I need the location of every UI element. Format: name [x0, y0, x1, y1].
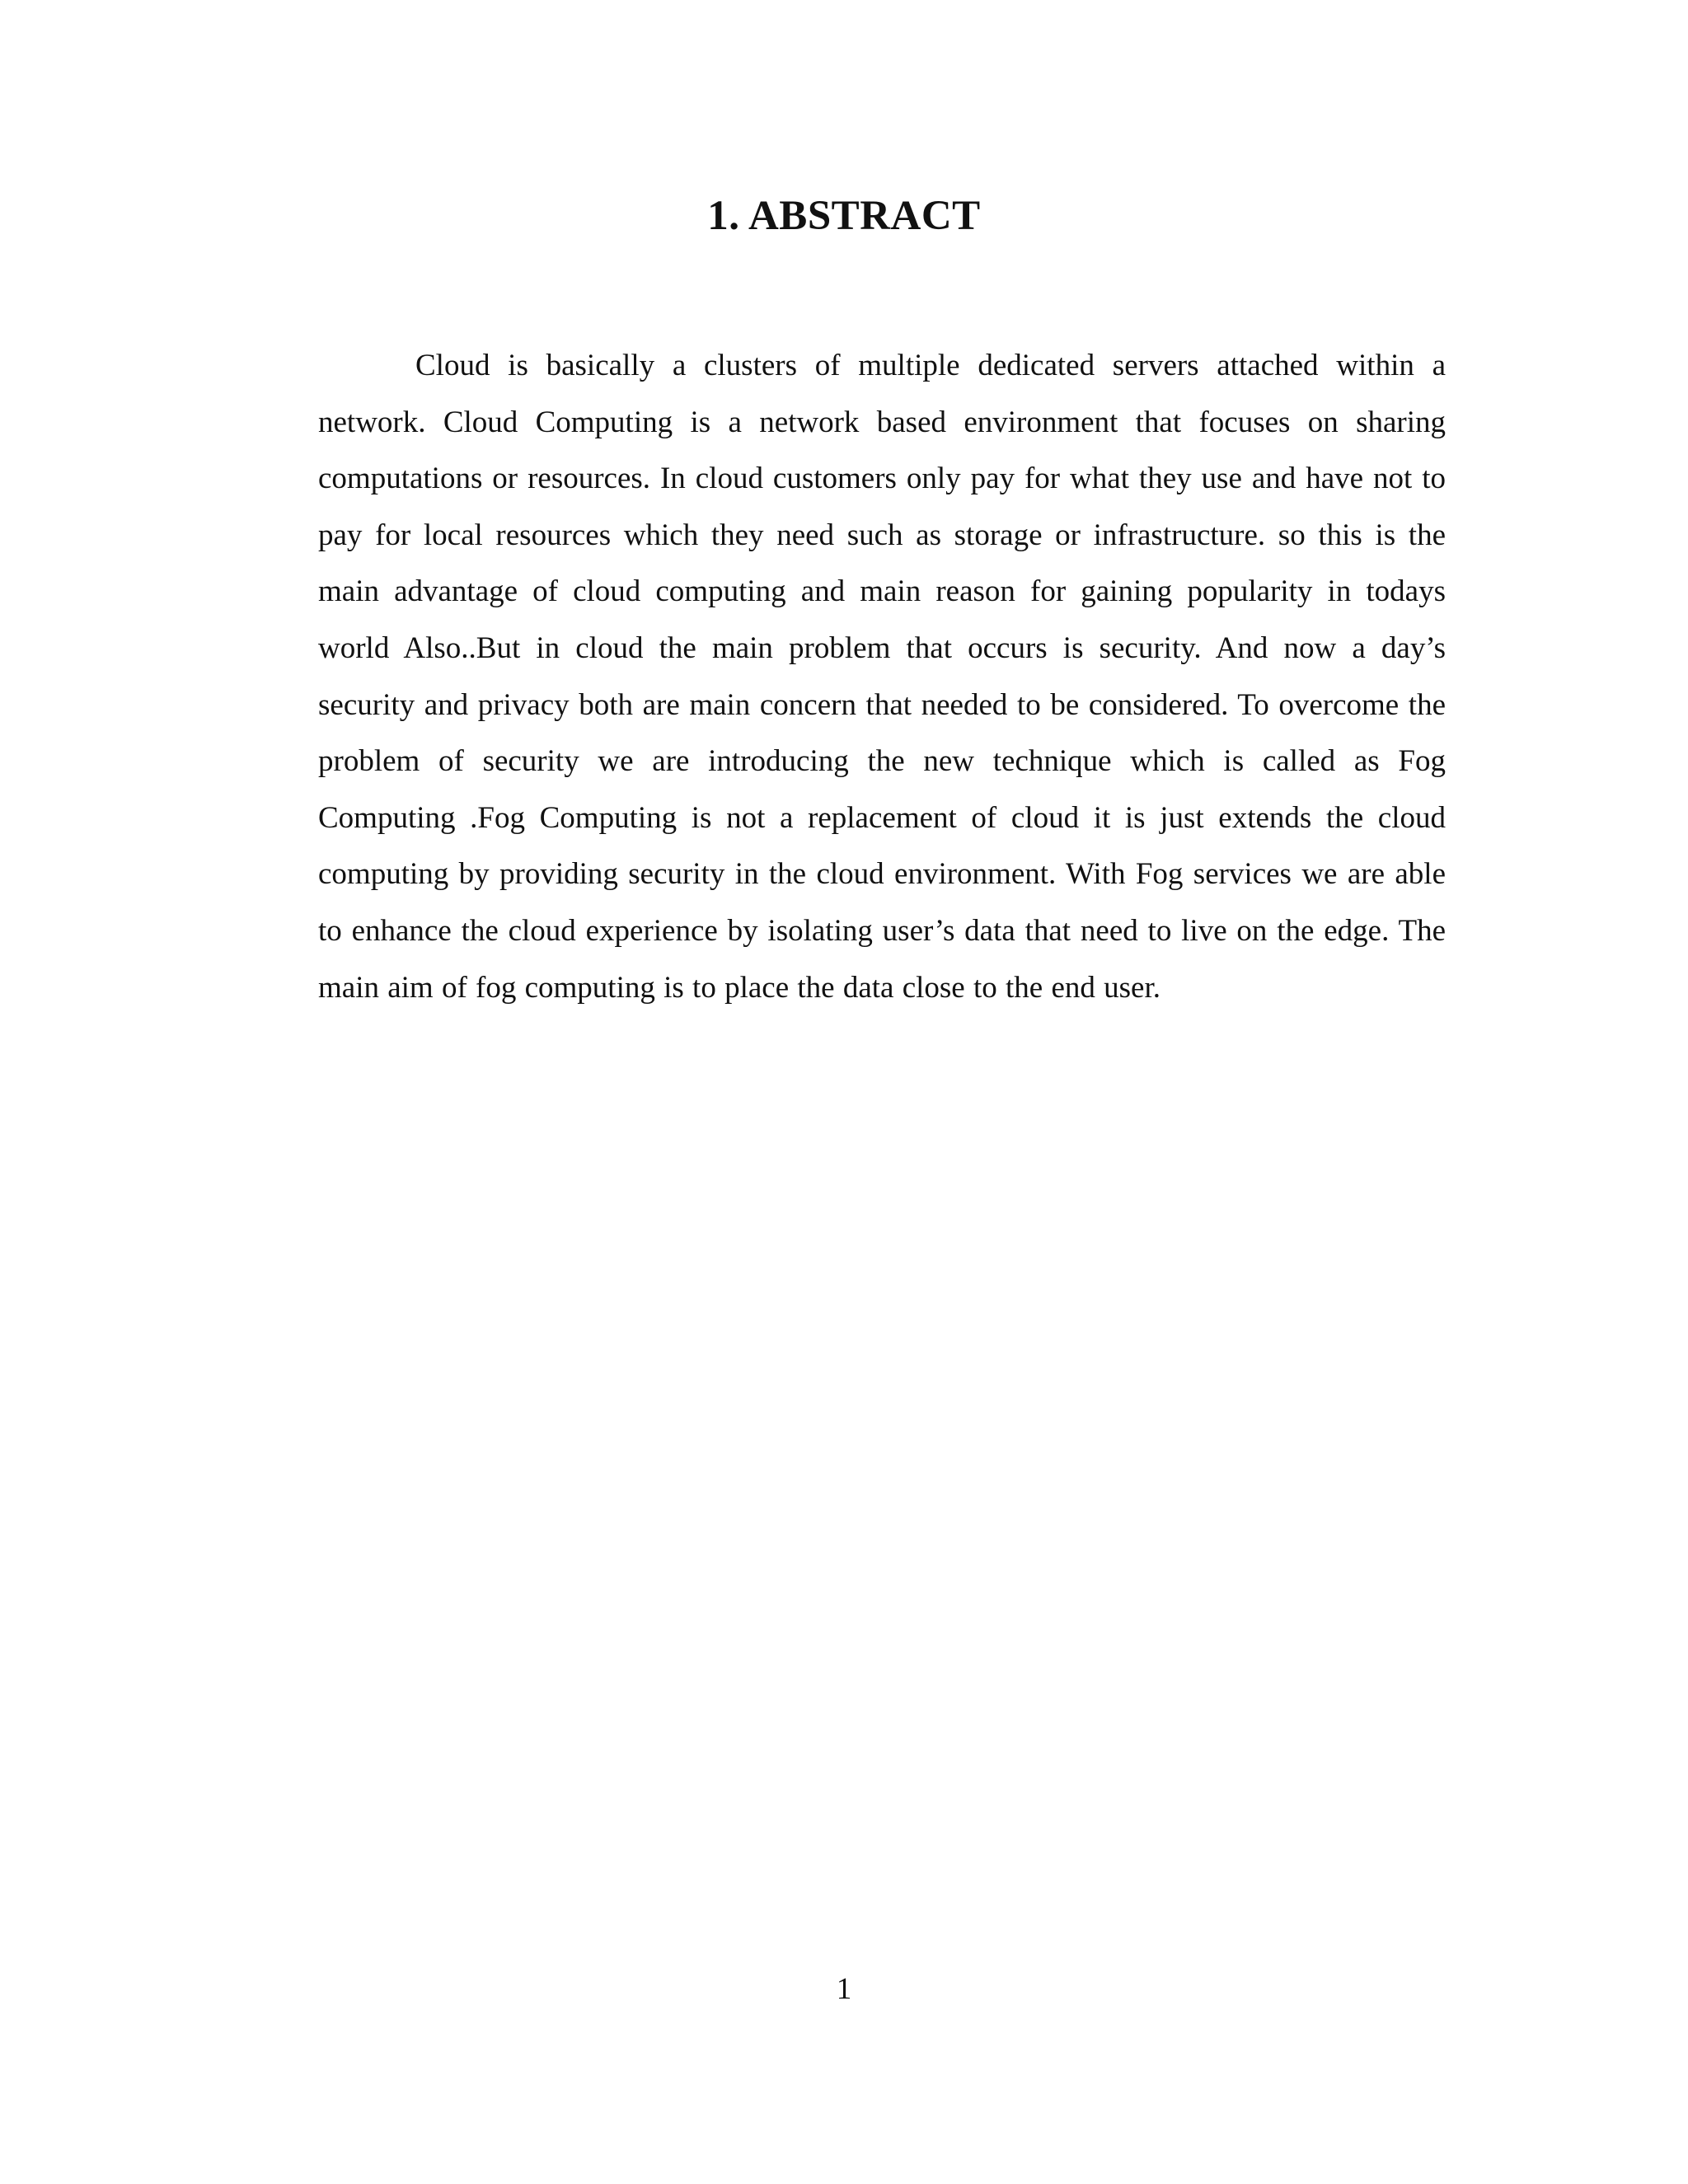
section-heading: 1. ABSTRACT [707, 193, 981, 239]
page-number: 1 [836, 1972, 852, 2006]
abstract-paragraph: Cloud is basically a clusters of multiple dedicated servers attached within a network. Cloud Computing is a network based environment that focuses on sharing computations or resources. In cloud customers only pay for what they use and have not to pay for local resources which they need such as storage or infrastructure. so this is the main advantage of cloud computing and main reason for gaining popularity in todays world Also..But in cloud the main problem that occurs is security. And now a day’s security and privacy both are main concern that needed to be considered. To overcome the problem of security we are introducing the new technique which is called as Fog Computing .Fog Computing is not a replacement of cloud it is just extends the cloud computing by providing security in the cloud environment. With Fog services we are able to enhance the cloud experience by isolating user’s data that need to live on the edge. The main aim of fog computing is to place the data close to the end user. [318, 349, 1446, 1005]
